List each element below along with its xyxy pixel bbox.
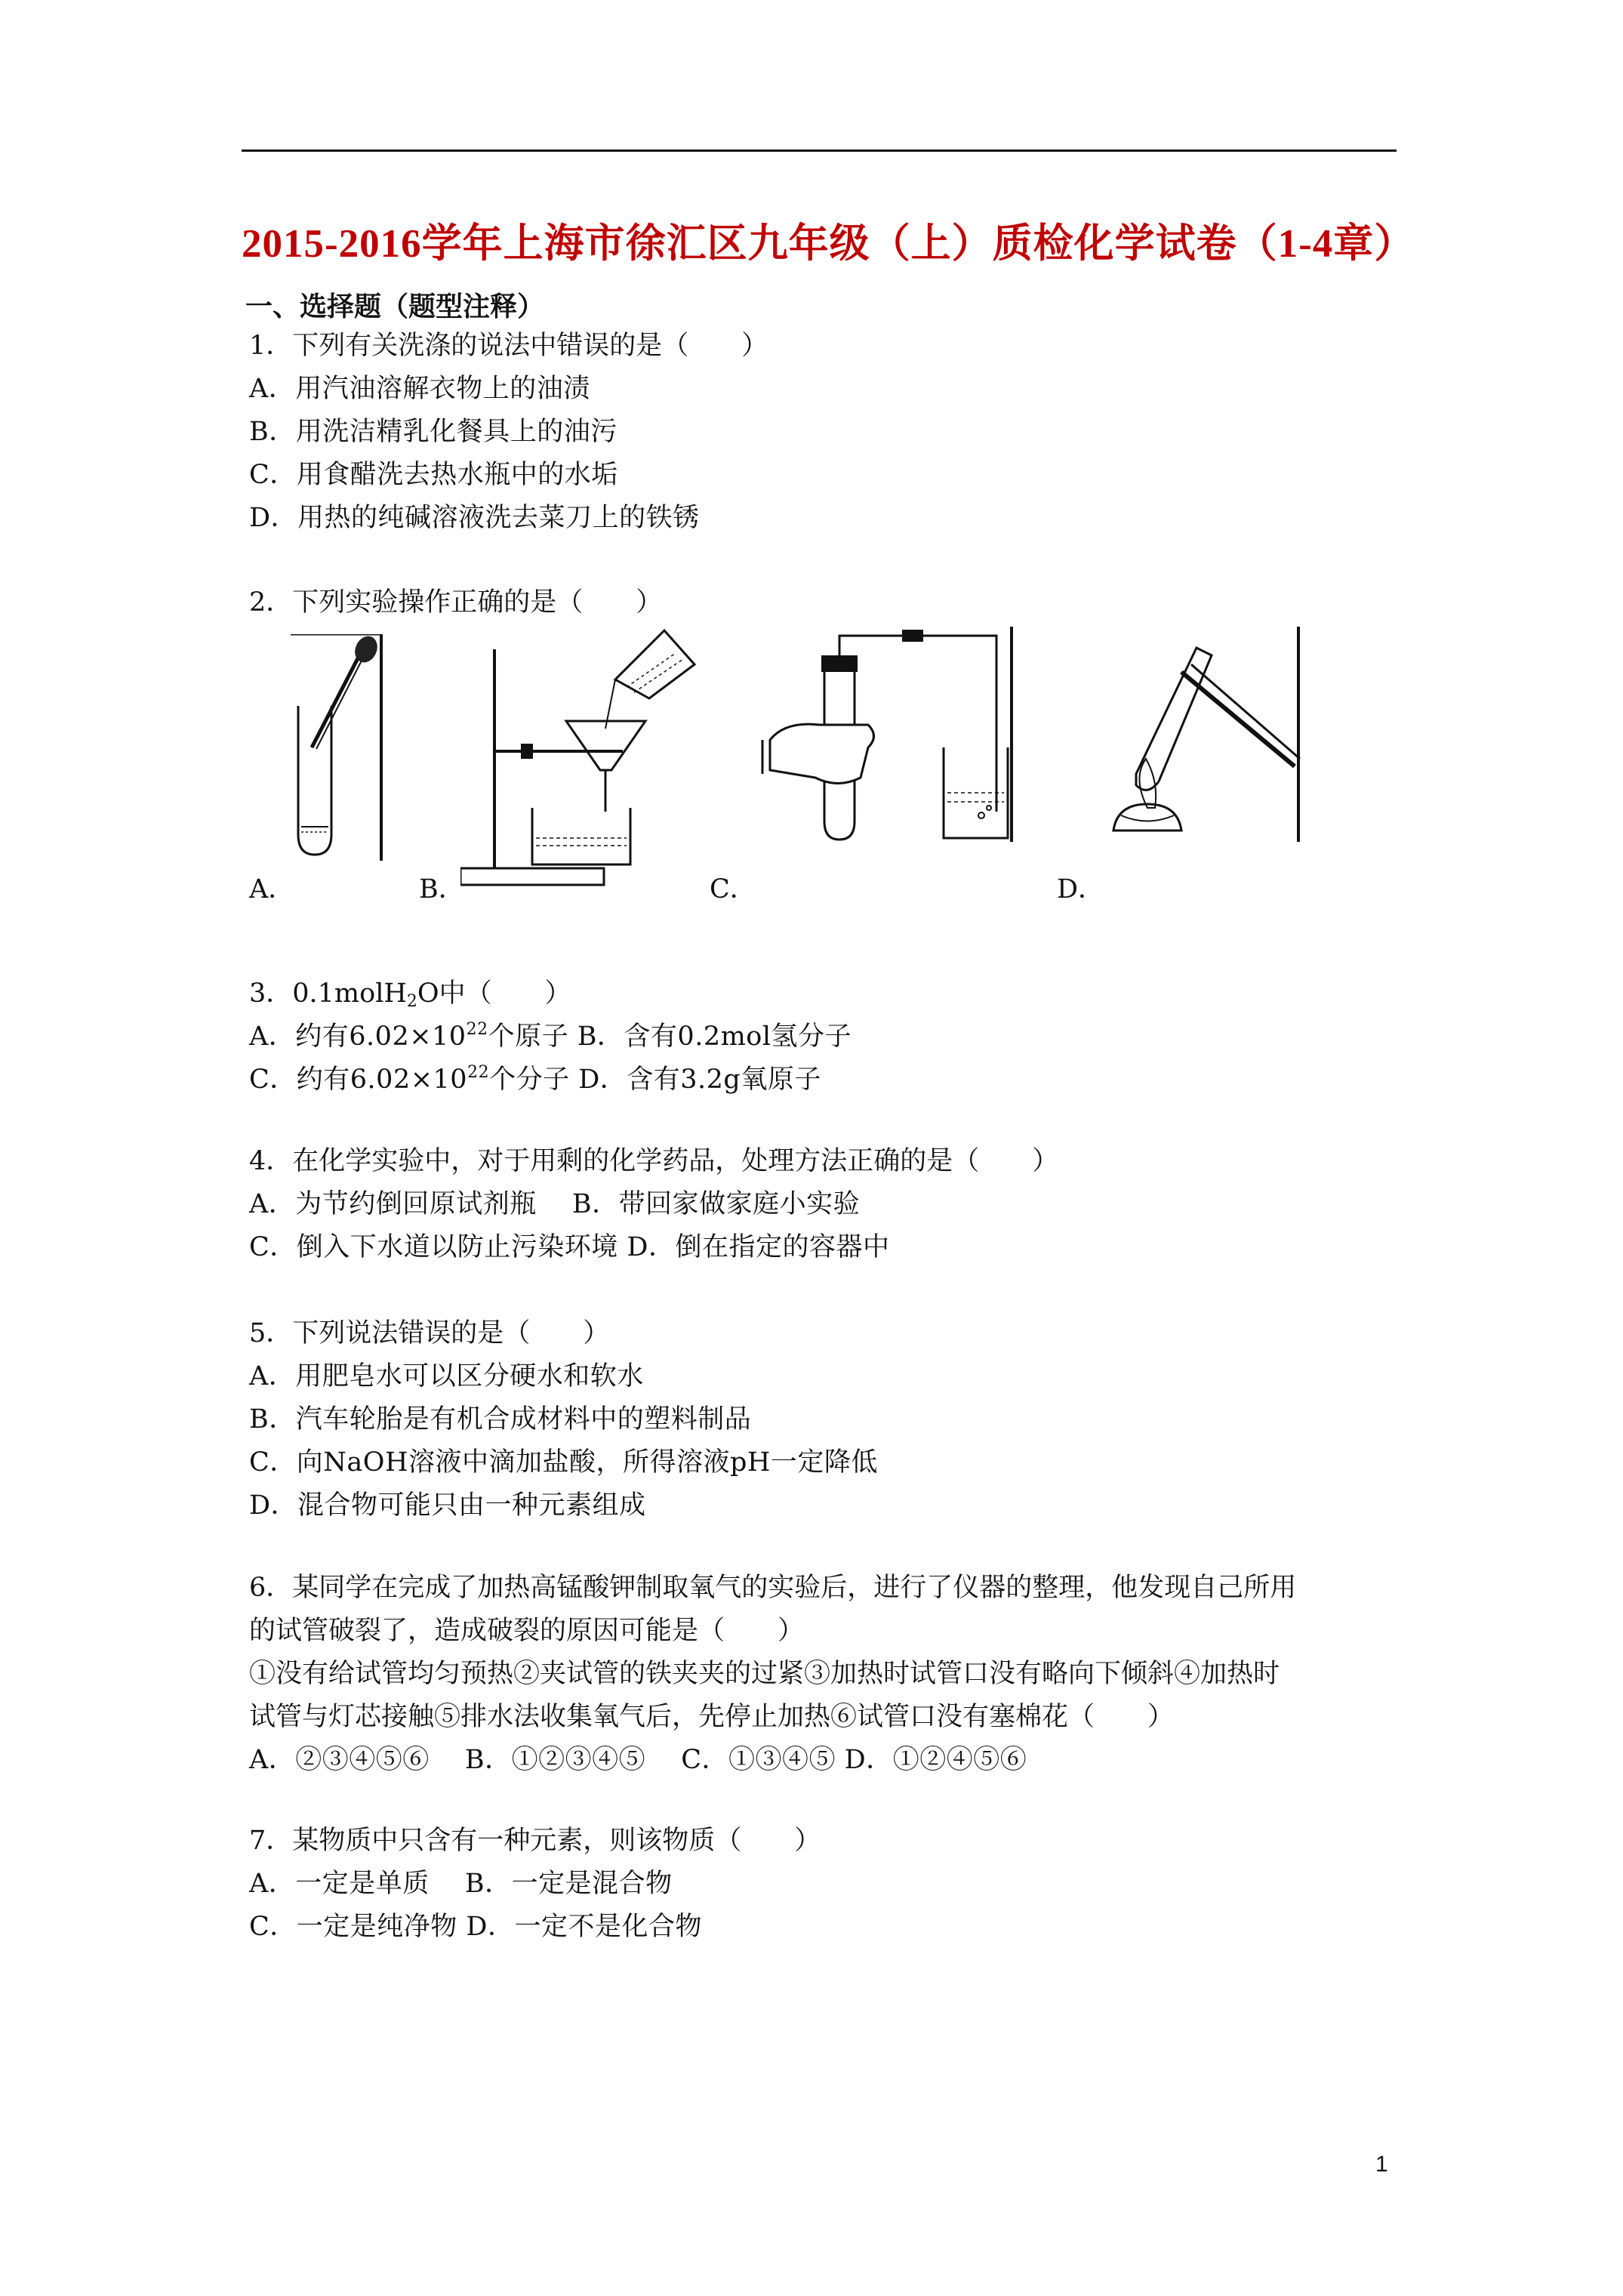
question-stem: 3．0.1molH$_2$O中（ ） [249, 978, 571, 1011]
option-row-ab: A．一定是单质 B．一定是混合物 [249, 1869, 673, 1899]
section-heading: 一、选择题（题型注释） [245, 291, 545, 322]
question-stem-line-1: 6．某同学在完成了加热高锰酸钾制取氧气的实验后，进行了仪器的整理，他发现自己所用 [249, 1573, 1297, 1603]
question-stem: 2．下列实验操作正确的是（ ） [249, 587, 663, 618]
option-c: C．向NaOH溶液中滴加盐酸，所得溶液pH一定降低 [249, 1447, 878, 1478]
figure-a-dropper [291, 634, 393, 861]
question-stem-line-3: ①没有给试管均匀预热②夹试管的铁夹夹的过紧③加热时试管口没有略向下倾斜④加热时 [249, 1659, 1280, 1689]
figure-label-d: D． [1057, 874, 1105, 905]
option-row-cd: C．约有$6.02\times 10^{22}$个分子 D．含有3.2g氧原子 [249, 1063, 821, 1095]
option-b: B．用洗洁精乳化餐具上的油污 [249, 417, 617, 447]
question-3 [249, 972, 1404, 1102]
option-row-ab: A．为节约倒回原试剂瓶 B．带回家做家庭小实验 [249, 1189, 861, 1219]
option-row-ab: A．约有$6.02\times 10^{22}$个原子 B．含有0.2mol氢分子 [249, 1020, 852, 1052]
question-stem-line-4: 试管与灯芯接触⑤排水法收集氧气后，先停止加热⑥试管口没有塞棉花（ ） [249, 1702, 1175, 1732]
question-stem: 7．某物质中只含有一种元素，则该物质（ ） [249, 1826, 821, 1856]
figure-label-c: C． [710, 874, 756, 905]
exam-title: 2015-2016学年上海市徐汇区九年级（上）质检化学试卷（1-4章） [242, 222, 1415, 266]
option-d: D．混合物可能只由一种元素组成 [249, 1490, 646, 1521]
header-rule [242, 149, 1397, 152]
figure-b-filtration [460, 623, 710, 895]
question-6 [249, 1567, 1404, 1782]
figure-label-b: B． [419, 874, 465, 905]
option-d: D．用热的纯碱溶液洗去菜刀上的铁锈 [249, 503, 700, 533]
question-2 [249, 581, 1404, 624]
question-stem: 1．下列有关洗涤的说法中错误的是（ ） [249, 331, 768, 361]
question-stem: 4．在化学实验中，对于用剩的化学药品，处理方法正确的是（ ） [249, 1146, 1059, 1176]
figure-label-a: A． [249, 874, 295, 905]
question-7 [249, 1820, 1404, 1949]
option-a: A．用肥皂水可以区分硬水和软水 [249, 1361, 644, 1391]
option-b: B．汽车轮胎是有机合成材料中的塑料制品 [249, 1404, 752, 1435]
question-4 [249, 1140, 1404, 1269]
option-c: C．用食醋洗去热水瓶中的水垢 [249, 460, 618, 490]
apparatus-figures [249, 619, 1351, 898]
figure-d-heating [1102, 627, 1306, 846]
figure-c-airtightness [755, 627, 1027, 846]
question-stem: 5．下列说法错误的是（ ） [249, 1318, 610, 1348]
question-stem-line-2: 的试管破裂了，造成破裂的原因可能是（ ） [249, 1616, 805, 1646]
option-row: A．②③④⑤⑥ B．①②③④⑤ C．①③④⑤ D．①②④⑤⑥ [249, 1745, 1027, 1775]
option-a: A．用汽油溶解衣物上的油渍 [249, 374, 590, 404]
question-1 [249, 325, 1404, 540]
question-5 [249, 1312, 1404, 1527]
page-number: 1 [1375, 2152, 1388, 2177]
option-row-cd: C．倒入下水道以防止污染环境 D．倒在指定的容器中 [249, 1232, 890, 1262]
option-row-cd: C．一定是纯净物 D．一定不是化合物 [249, 1912, 702, 1942]
